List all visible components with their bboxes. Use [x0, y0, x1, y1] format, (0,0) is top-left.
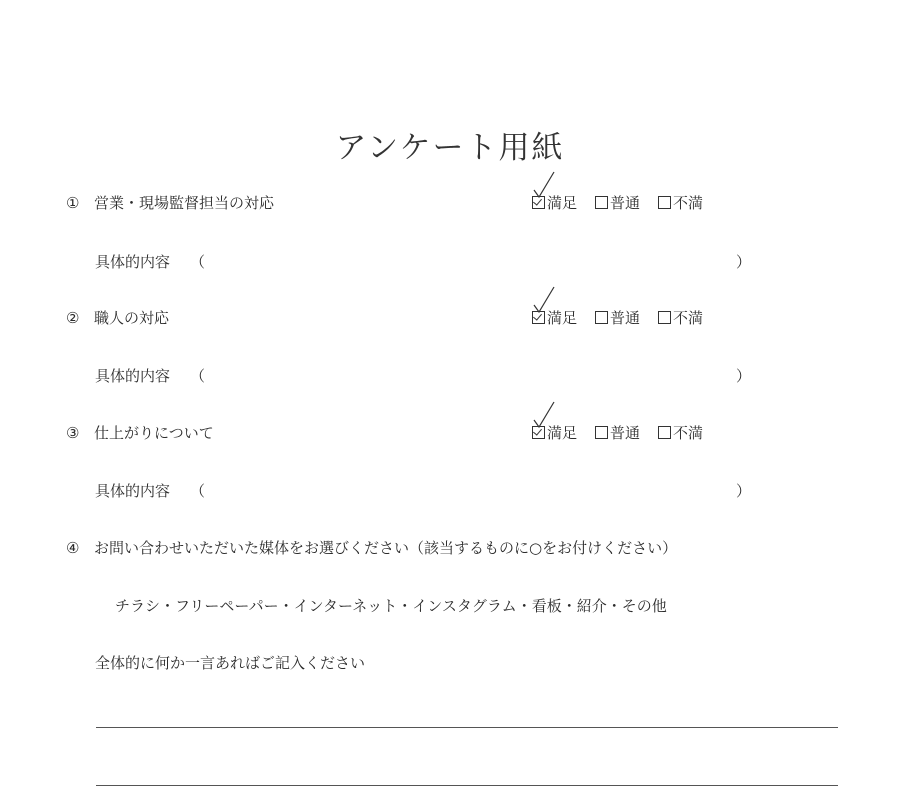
open-paren: （	[190, 367, 206, 385]
q1-option-satisfied[interactable]: 満足	[532, 192, 577, 213]
checkbox-icon	[595, 311, 608, 324]
question-2-number: ②	[66, 309, 80, 327]
close-paren: ）	[736, 367, 752, 385]
checkbox-icon	[658, 196, 671, 209]
question-2-label: 職人の対応	[94, 309, 170, 327]
q1-option-dissatisfied[interactable]: 不満	[658, 192, 703, 213]
q3-option-dissatisfied[interactable]: 不満	[658, 422, 703, 443]
checkbox-checked-icon	[532, 426, 545, 439]
checkbox-icon	[658, 311, 671, 324]
question-1-label: 営業・現場監督担当の対応	[94, 194, 275, 212]
detail-label: 具体的内容	[95, 253, 171, 271]
question-2-options	[532, 307, 703, 328]
detail-label: 具体的内容	[95, 367, 171, 385]
q1-option-neutral[interactable]: 普通	[595, 192, 640, 213]
checkbox-icon	[595, 426, 608, 439]
comment-line-1[interactable]	[96, 727, 838, 728]
question-4-label: お問い合わせいただいた媒体をお選びください（該当するものに○をお付けください）	[94, 539, 678, 557]
comment-prompt: 全体的に何か一言あればご記入ください	[95, 654, 366, 672]
checkbox-icon	[595, 196, 608, 209]
q3-option-neutral[interactable]: 普通	[595, 422, 640, 443]
question-1-options	[532, 192, 703, 213]
close-paren: ）	[736, 482, 752, 500]
checkbox-checked-icon	[532, 311, 545, 324]
question-3-options	[532, 422, 703, 443]
question-3-number: ③	[66, 424, 80, 442]
question-4-number: ④	[66, 539, 80, 557]
question-1	[66, 192, 274, 213]
q3-option-satisfied[interactable]: 満足	[532, 422, 577, 443]
checkbox-checked-icon	[532, 196, 545, 209]
comment-line-2[interactable]	[96, 785, 838, 786]
q3-detail-row	[95, 480, 205, 501]
checkbox-icon	[658, 426, 671, 439]
question-3-label: 仕上がりについて	[94, 424, 214, 442]
question-2	[66, 307, 169, 328]
close-paren: ）	[736, 253, 752, 271]
open-paren: （	[190, 253, 206, 271]
q2-option-satisfied[interactable]: 満足	[532, 307, 577, 328]
q2-option-dissatisfied[interactable]: 不満	[658, 307, 703, 328]
q2-detail-row	[95, 365, 205, 386]
question-4	[66, 537, 677, 558]
question-1-number: ①	[66, 194, 80, 212]
question-3	[66, 422, 214, 443]
detail-label: 具体的内容	[95, 482, 171, 500]
q2-option-neutral[interactable]: 普通	[595, 307, 640, 328]
media-choices[interactable]: チラシ・フリーペーパー・インターネット・インスタグラム・看板・紹介・その他	[115, 597, 667, 615]
page-title: アンケート用紙	[335, 130, 565, 166]
q1-detail-row	[95, 251, 205, 272]
open-paren: （	[190, 482, 206, 500]
